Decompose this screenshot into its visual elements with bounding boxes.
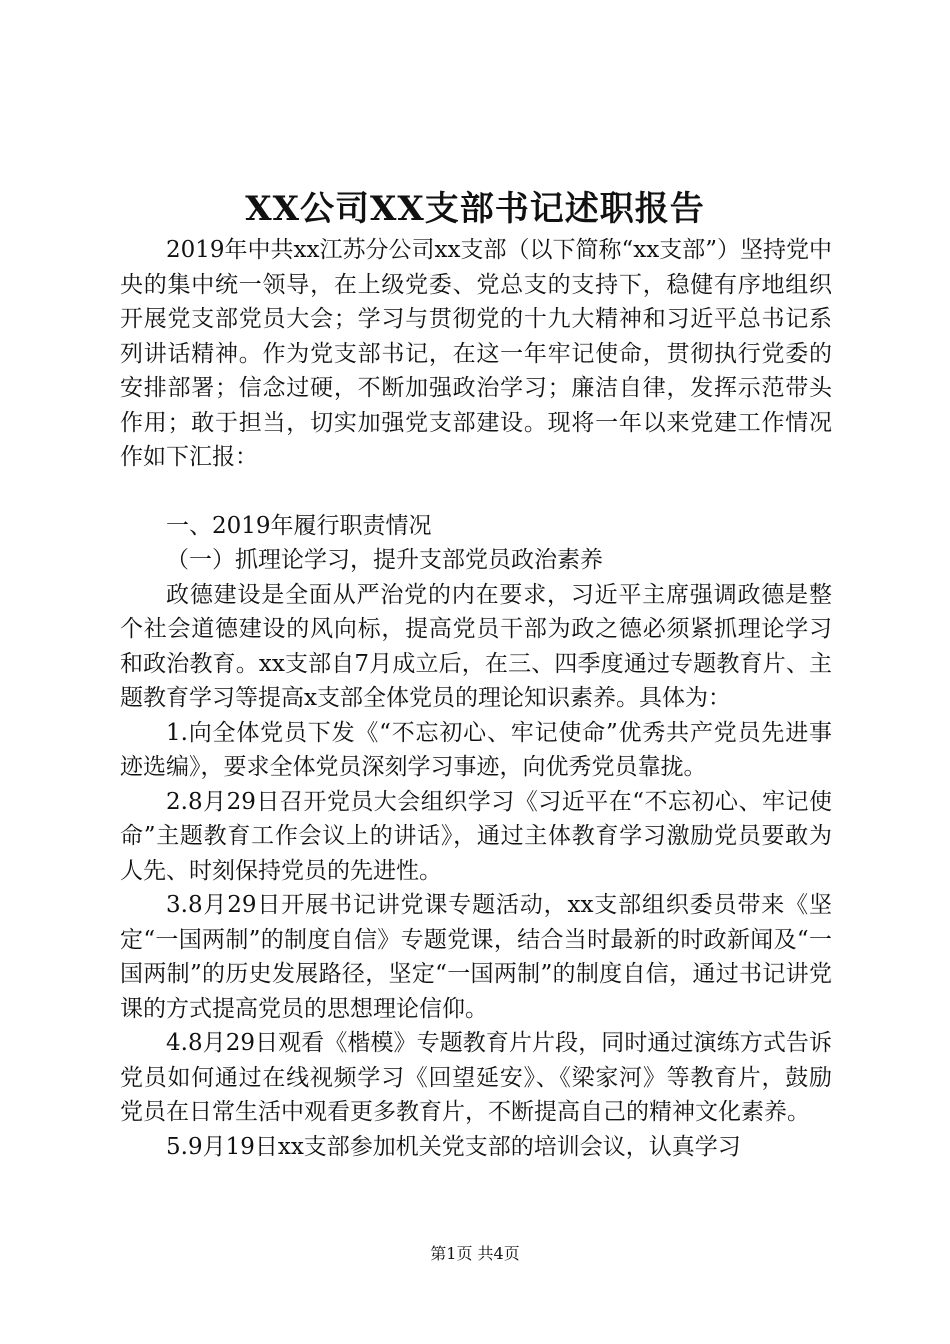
subsection-heading: （一）抓理论学习，提升支部党员政治素养	[166, 547, 603, 573]
document-title: XX公司XX支部书记述职报告	[245, 189, 705, 229]
list-item-3: 3.8月29日开展书记讲党课专题活动，xx支部组织委员带来《坚定“一国两制”的制度自信》专题党课，结合当时最新的时政新闻及“一国两制”的历史发展路径，坚定“一国两制”的制度自信，通过书记讲党课的方式提高党员的思想理论信仰。	[120, 892, 832, 1022]
list-item-5: 5.9月19日xx支部参加机关党支部的培训会议，认真学习	[166, 1133, 741, 1160]
section-heading: 一、2019年履行职责情况	[166, 512, 432, 539]
paragraph-gap	[120, 475, 832, 509]
list-item-2: 2.8月29日召开党员大会组织学习《习近平在“不忘初心、牢记使命”主题教育工作会议上的讲话》，通过主体教育学习激励党员要敢为人先、时刻保持党员的先进性。	[120, 788, 832, 884]
page-number-footer: 第1页 共4页	[430, 1244, 520, 1263]
intro-paragraph: 2019年中共xx江苏分公司xx支部（以下简称“xx支部”）坚持党中央的集中统一领导，在上级党委、党总支的支持下，稳健有序地组织开展党支部党员大会；学习与贯彻党的十九大精神和习近平总书记系列讲话精神。作为党支部书记，在这一年牢记使命，贯彻执行党委的安排部署；信念过硬，不断加强政治学习；廉洁自律，发挥示范带头作用；敢于担当，切实加强党支部建设。现将一年以来党建工作情况作如下汇报：	[120, 237, 832, 470]
document-body	[120, 233, 832, 1164]
body-paragraph: 政德建设是全面从严治党的内在要求，习近平主席强调政德是整个社会道德建设的风向标，提高党员干部为政之德必须紧抓理论学习和政治教育。xx支部自7月成立后，在三、四季度通过专题教育片、主题教育学习等提高x支部全体党员的理论知识素养。具体为：	[120, 581, 832, 711]
list-item-4: 4.8月29日观看《楷模》专题教育片片段，同时通过演练方式告诉党员如何通过在线视频学习《回望延安》、《梁家河》等教育片，鼓励党员在日常生活中观看更多教育片，不断提高自己的精神文化素养。	[120, 1030, 832, 1125]
list-item-1: 1.向全体党员下发《“不忘初心、牢记使命”优秀共产党员先进事迹选编》，要求全体党员深刻学习事迹，向优秀党员靠拢。	[120, 719, 832, 780]
